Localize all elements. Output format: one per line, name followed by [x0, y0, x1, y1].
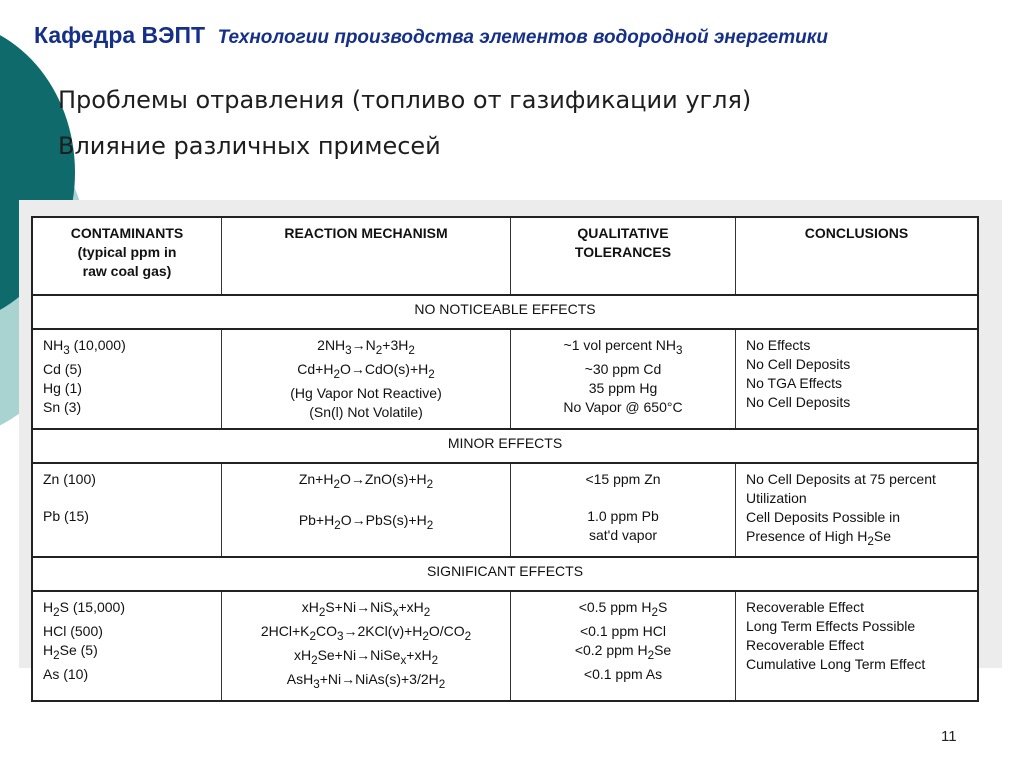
cell-line: CONTAMINANTS	[70, 225, 184, 241]
contaminants-table	[31, 216, 979, 702]
cell-line: $xH_2S+Ni\to NiS_x+xH_2$	[301, 599, 431, 620]
cell-tolerances	[511, 463, 736, 558]
section-row	[32, 429, 978, 463]
cell-line: No Cell Deposits at 75 percent	[746, 470, 936, 487]
cell-line: <0.1 ppm HCl	[580, 623, 666, 640]
cell-line: Recoverable Effect	[746, 599, 865, 616]
cell-contaminants	[32, 591, 222, 700]
cell-line: REACTION MECHANISM	[284, 225, 448, 241]
cell-line: 1.0 ppm Pb	[587, 507, 659, 524]
cell-line: No Cell Deposits	[746, 356, 851, 372]
cell-line: No TGA Effects	[746, 375, 842, 391]
table-header-row	[32, 217, 978, 295]
cell-line: Cd (5)	[43, 360, 82, 377]
cell-line: <15 ppm Zn	[585, 470, 661, 487]
cell-line: $Zn+H_2O\to ZnO(s)+H_2$	[298, 470, 434, 491]
cell-line: <0.5 ppm $H_2S$	[578, 599, 668, 620]
cell-line: sat'd vapor	[588, 526, 658, 543]
cell-line: <0.1 ppm As	[583, 665, 663, 682]
cell-line: (Hg Vapor Not Reactive)	[290, 384, 442, 401]
cell-line: ~1 vol percent $NH_3$	[563, 337, 683, 357]
cell-conclusions	[736, 591, 979, 700]
cell-line: CONCLUSIONS	[804, 225, 909, 241]
cell-contaminants	[32, 463, 222, 558]
cell-line: Sn (3)	[43, 398, 82, 415]
cell-line: $2NH_3\to N_2+3H_2$	[317, 337, 415, 357]
slide-header	[34, 22, 828, 49]
section-title-no-effects: NO NOTICEABLE EFFECTS	[32, 295, 978, 329]
header-contaminants	[32, 217, 222, 295]
cell-tolerances	[511, 329, 736, 429]
cell-contaminants	[32, 329, 222, 429]
cell-conclusions	[736, 463, 979, 558]
cell-line: QUALITATIVE	[577, 225, 669, 241]
cell-line: $NH_3$ (10,000)	[43, 337, 126, 357]
course-subtitle: Технологии производства элементов водородной энергетики	[217, 27, 828, 48]
cell-line	[232, 493, 500, 511]
table-row	[32, 463, 978, 558]
cell-line: Long Term Effects Possible	[746, 618, 916, 635]
cell-conclusions	[736, 329, 979, 429]
slide-title-line-2: Влияние различных примесей	[58, 132, 441, 160]
cell-line: $H_2S$ (15,000)	[43, 599, 125, 620]
department-name: Кафедра ВЭПТ	[34, 22, 206, 48]
section-title-minor-effects: MINOR EFFECTS	[32, 429, 978, 463]
cell-line: As (10)	[43, 665, 89, 682]
cell-line: (Sn(l) Not Volatile)	[309, 403, 423, 420]
cell-reaction-mechanism	[222, 463, 511, 558]
cell-line: $AsH_3+Ni\to NiAs(s)+3/2H_2$	[286, 670, 446, 691]
cell-line: Zn (100)	[43, 470, 96, 487]
slide-page-number: 11	[941, 728, 957, 745]
cell-line: TOLERANCES	[574, 244, 672, 260]
table-image-panel	[19, 200, 1002, 691]
cell-line: <0.2 ppm $H_2Se$	[574, 642, 672, 662]
cell-line: Recoverable Effect	[746, 637, 865, 654]
section-row	[32, 557, 978, 591]
cell-line: No Effects	[746, 337, 811, 353]
cell-line: 35 ppm Hg	[588, 379, 658, 396]
cell-line: (typical ppm in	[77, 244, 177, 260]
cell-line: ~30 ppm Cd	[584, 360, 662, 377]
cell-reaction-mechanism	[222, 329, 511, 429]
cell-line: $H_2Se$ (5)	[43, 642, 98, 662]
cell-line	[43, 489, 211, 507]
cell-line: Cell Deposits Possible in	[746, 508, 901, 525]
header-reaction-mechanism	[222, 217, 511, 295]
cell-line: HCl (500)	[43, 623, 103, 640]
table-row	[32, 591, 978, 700]
cell-line: Hg (1)	[43, 379, 82, 396]
section-title-significant-effects: SIGNIFICANT EFFECTS	[32, 557, 978, 591]
cell-tolerances	[511, 591, 736, 700]
header-qualitative-tolerances	[511, 217, 736, 295]
cell-line: Utilization	[746, 489, 807, 506]
slide-title-line-1: Проблемы отравления (топливо от газификации угля)	[58, 86, 752, 114]
cell-line: $Cd+H_2O\to CdO(s)+H_2$	[297, 360, 435, 381]
cell-line: Cumulative Long Term Effect	[746, 656, 926, 673]
cell-line	[521, 489, 725, 507]
cell-line: No Vapor @ 650°C	[563, 398, 683, 415]
cell-line: $2HCl+K_2CO_3\to 2KCl(v)+H_2O/CO_2$	[260, 623, 472, 643]
cell-line: raw coal gas)	[82, 263, 172, 279]
table-row	[32, 329, 978, 429]
cell-line: Presence of High $H_2Se$	[746, 527, 892, 548]
cell-line: $Pb+H_2O\to PbS(s)+H_2$	[298, 512, 434, 533]
cell-line: No Cell Deposits	[746, 394, 851, 410]
section-row	[32, 295, 978, 329]
cell-line: $xH_2Se+Ni\to NiSe_x+xH_2$	[293, 646, 439, 667]
cell-reaction-mechanism	[222, 591, 511, 700]
header-conclusions	[736, 217, 979, 295]
cell-line: Pb (15)	[43, 507, 89, 524]
